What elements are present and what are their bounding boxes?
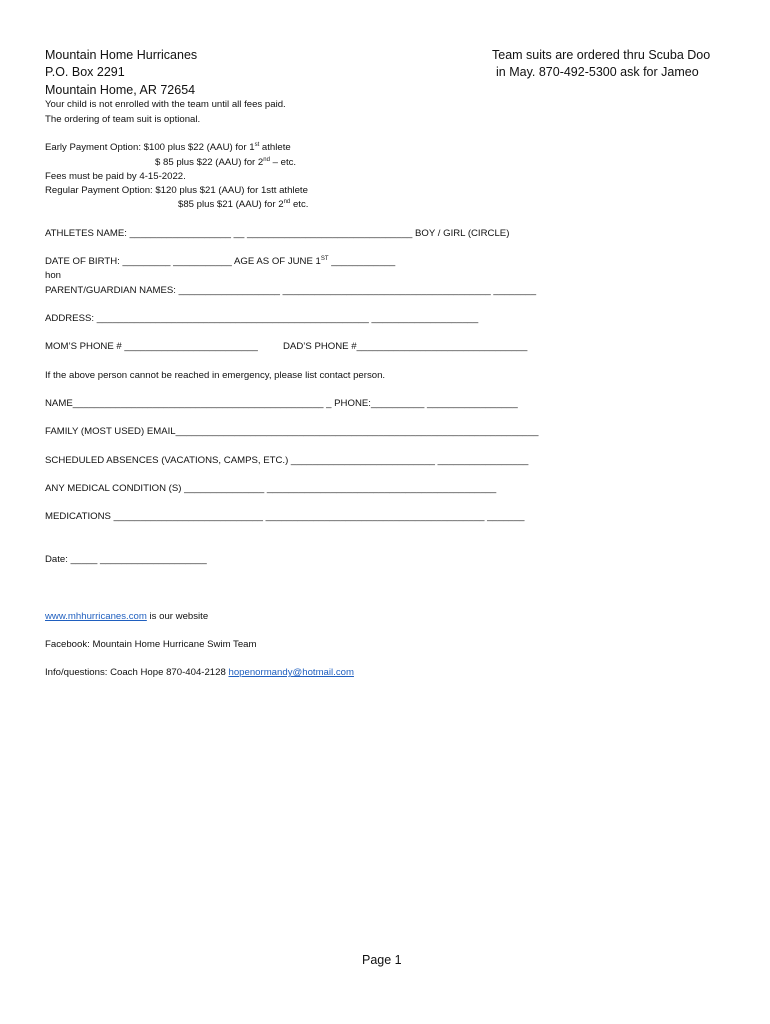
suits-note-line1: Team suits are ordered thru Scuba Doo (492, 48, 711, 62)
early-payment2-text: $ 85 plus $22 (AAU) for 2 (155, 157, 264, 168)
emergency-note: If the above person cannot be reached in emergency, please list contact person. (45, 370, 386, 381)
fee-deadline: Fees must be paid by 4-15-2022. (45, 171, 186, 182)
contact-name-phone-field[interactable]: NAME_______________________________________________ _ PHONE:__________ _________________ (45, 398, 518, 409)
city-state-zip: Mountain Home, AR 72654 (45, 83, 196, 97)
medications-field[interactable]: MEDICATIONS ____________________________ _________________________________________ _______ (45, 511, 525, 522)
early-payment-line1 (45, 141, 291, 156)
early-payment-end: athlete (259, 142, 291, 153)
info-line (45, 667, 354, 678)
enrollment-notice: Your child is not enrolled with the team until all fees paid. (45, 99, 286, 110)
regular-payment2-end: etc. (290, 199, 309, 210)
po-box: P.O. Box 2291 (45, 65, 125, 79)
dob-end: ____________ (328, 256, 396, 267)
regular-payment2-sup: nd (283, 199, 291, 205)
regular-payment2-text: $85 plus $21 (AAU) for 2 (178, 199, 284, 210)
facebook-line: Facebook: Mountain Home Hurricane Swim Team (45, 639, 257, 650)
address-field[interactable]: ADDRESS: ___________________________________________________ ____________________ (45, 313, 479, 324)
regular-payment-line1: Regular Payment Option: $120 plus $21 (AAU) for 1stt athlete (45, 185, 308, 196)
early-payment-line2 (155, 156, 296, 171)
medical-condition-field[interactable]: ANY MEDICAL CONDITION (S) _______________ ___________________________________________ (45, 483, 497, 494)
dads-phone-field[interactable]: DAD’S PHONE #________________________________ (283, 341, 528, 352)
parent-guardian-field[interactable]: PARENT/GUARDIAN NAMES: ___________________ _______________________________________ ________ (45, 285, 537, 296)
early-payment-sup: st (254, 142, 260, 148)
dob-sup: ST (320, 256, 329, 262)
website-suffix: is our website (146, 611, 209, 622)
early-payment2-end: – etc. (269, 157, 297, 168)
suits-note-line2: in May. 870-492-5300 ask for Jameo (496, 65, 699, 79)
family-email-field[interactable]: FAMILY (MOST USED) EMAIL____________________________________________________________________ (45, 426, 539, 437)
suit-optional-notice: The ordering of team suit is optional. (45, 114, 201, 125)
website-link[interactable]: www.mhhurricanes.com (45, 611, 147, 622)
info-prefix: Info/questions: Coach Hope 870-404-2128 (45, 667, 229, 678)
website-line (45, 611, 208, 622)
date-field[interactable]: Date: _____ ____________________ (45, 554, 207, 565)
athletes-name-field[interactable]: ATHLETES NAME: ___________________ __ _______________________________ BOY / GIRL (CIRCLE) (45, 228, 510, 239)
email-link[interactable]: hopenormandy@hotmail.com (228, 667, 354, 678)
early-payment2-sup: nd (263, 157, 270, 163)
regular-payment-line2 (178, 198, 308, 213)
stray-text: hon (45, 270, 62, 281)
early-payment-text: Early Payment Option: $100 plus $22 (AAU) for 1 (45, 142, 255, 153)
org-name: Mountain Home Hurricanes (45, 48, 198, 62)
page-number: Page 1 (362, 953, 402, 967)
moms-phone-field[interactable]: MOM’S PHONE # _________________________ (45, 341, 258, 352)
dob-text: DATE OF BIRTH: _________ ___________ AGE AS OF JUNE 1 (45, 256, 321, 267)
date-of-birth-field[interactable] (45, 256, 395, 267)
scheduled-absences-field[interactable]: SCHEDULED ABSENCES (VACATIONS, CAMPS, ETC.) ___________________________ _________________ (45, 455, 529, 466)
